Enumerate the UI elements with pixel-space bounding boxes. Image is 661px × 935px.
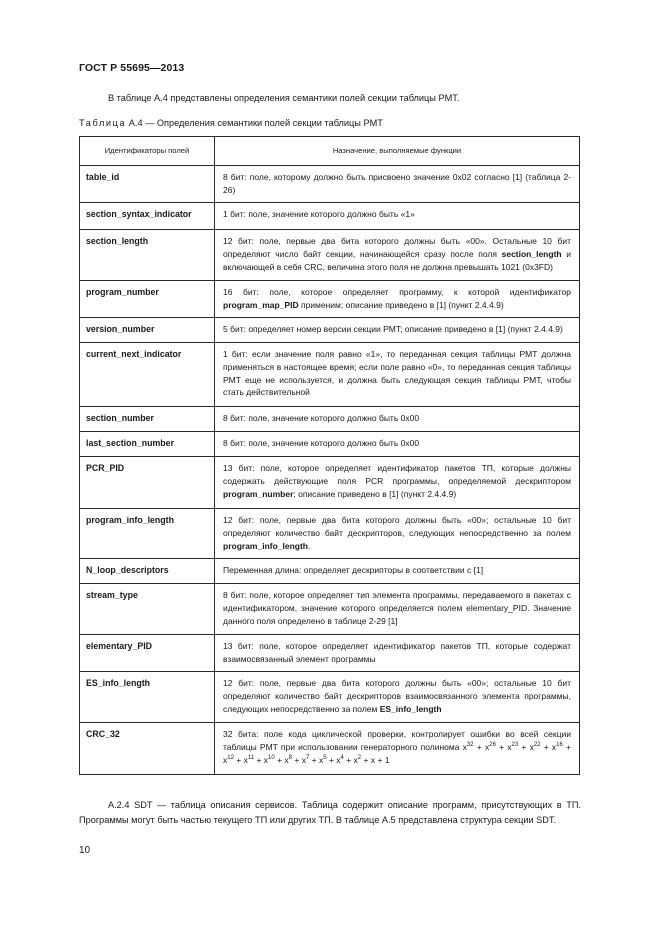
polynomial-exponent: 23 — [511, 741, 519, 748]
field-description: 1 бит: если значение поля равно «1», то переданная секция таблицы PMT должна применяться в настоящее время; если поле равно «0», то переданная секция таблицы PMT еще не используется, и должна быть следующая секция таблицы PMT, чтобы стать действительной — [215, 343, 580, 407]
field-name: program_number — [80, 281, 215, 318]
field-description: 8 бит: поле, которому должно быть присвоено значение 0x02 согласно [1] (таблица 2-26) — [215, 166, 580, 203]
table-row — [80, 672, 580, 723]
polynomial-exponent: 7 — [305, 754, 310, 761]
crc-polynomial: $x^{32} + x^{26} + x^{23} + x^{22} + x^{16} + x^{12} + x^{11} + x^{10} + x^8 + x^7 + x^5 + x^4 + x^2 + x + 1$ — [223, 741, 572, 765]
table-row — [80, 203, 580, 230]
intro-text: В таблице А.4 представлены определения семантики полей секции таблицы PMT. — [108, 93, 460, 103]
polynomial-term: $x^2$ — [353, 754, 362, 765]
desc-part: 13 бит: поле, которое определяет идентификатор пакетов ТП, которые должны содержать действующие поля PCR программы, определяемой дескриптором — [223, 463, 571, 486]
polynomial-term: $x^{11}$ — [243, 754, 255, 765]
table-row — [80, 635, 580, 672]
table-row — [80, 407, 580, 432]
section-paragraph: А.2.4 SDT — таблица описания сервисов. Таблица содержит описание программ, присутствующих в ТП. Программы могут быть частью текущего ТП или других ТП. В таблице А.5 представлена структура секции SDT. — [79, 800, 581, 825]
field-description — [215, 457, 580, 509]
polynomial-exponent: 26 — [489, 741, 496, 748]
table-row — [80, 723, 580, 775]
desc-part: . — [308, 540, 311, 551]
column-header-identifiers: Идентификаторы полей — [80, 137, 215, 166]
field-name: program_info_length — [80, 509, 215, 559]
desc-part: 12 бит: поле, первые два бита которого должны быть «00»; остальные 10 бит определяют количество байт дескрипторов взаимосвязанного элемента программы, следующих непосредственно за полем — [223, 678, 571, 714]
desc-field-ref: ES_info_length — [379, 703, 442, 714]
field-name: N_loop_descriptors — [80, 559, 215, 584]
column-header-purpose: Назначение, выполняемые функции — [215, 137, 580, 166]
table-row — [80, 230, 580, 281]
field-name: section_length — [80, 230, 215, 281]
table-row — [80, 318, 580, 343]
polynomial-exponent: 5 — [323, 754, 327, 761]
polynomial-exponent: 10 — [268, 754, 275, 761]
polynomial-term: $x^8$ — [284, 754, 293, 765]
table-row — [80, 457, 580, 509]
desc-part: и включающей в себя CRC, величина этого поля не должна превышать 1021 (0x3FD) — [223, 248, 571, 272]
polynomial-exponent: 22 — [533, 741, 541, 748]
semantics-table — [79, 136, 580, 775]
field-name: section_number — [80, 407, 215, 432]
table-row — [80, 584, 580, 635]
polynomial-term: $x^4$ — [336, 754, 344, 765]
polynomial-exponent: 4 — [340, 754, 344, 761]
field-name: elementary_PID — [80, 635, 215, 672]
polynomial-term: $x^{16}$ — [551, 741, 563, 752]
desc-part: 12 бит: поле, первые два бита которого должны быть «00». Остальные 10 бит определяют число байт секции, начинающейся сразу после поля — [223, 236, 571, 259]
desc-part: 16 бит: поле, которое определяет программу, к которой идентификатор — [223, 287, 571, 297]
polynomial-tail: x + 1 — [370, 754, 390, 765]
table-row — [80, 432, 580, 457]
field-description: 8 бит: поле, значение которого должно быть 0x00 — [215, 432, 580, 457]
table-row — [80, 281, 580, 318]
desc-field-ref: section_length — [501, 248, 562, 259]
desc-part: 12 бит: поле, первые два бита которого должны быть «00»; остальные 10 бит определяют количество байт дескрипторов, следующих непосредственно за полем — [223, 515, 571, 538]
document-header: ГОСТ Р 55695—2013 — [79, 62, 185, 74]
table-row — [80, 166, 580, 203]
field-description: 13 бит: поле, которое определяет идентификатор пакетов ТП, которые содержат взаимосвязанный элемент программы — [215, 635, 580, 672]
field-name: section_syntax_indicator — [80, 203, 215, 230]
caption-label: Таблица — [79, 118, 127, 128]
field-name: current_next_indicator — [80, 343, 215, 407]
field-description: 8 бит: поле, которое определяет тип элемента программы, передаваемого в пакетах с идентификатором, значение которого определяется полем elementary_PID. Значение данного поля определено в таблице 2-29 [1] — [215, 584, 580, 635]
field-name: CRC_32 — [80, 723, 215, 775]
field-description — [215, 230, 580, 281]
desc-field-ref: program_map_PID — [223, 299, 299, 310]
field-description: 1 бит: поле, значение которого должно быть «1» — [215, 203, 580, 230]
field-description: 5 бит: определяет номер версии секции PMT; описание приведено в [1] (пункт 2.4.4.9) — [215, 318, 580, 343]
polynomial-exponent: 11 — [247, 754, 255, 761]
desc-field-ref: program_number — [223, 488, 294, 499]
polynomial-term: $x^{22}$ — [529, 741, 541, 752]
polynomial-term: $x^5$ — [318, 754, 327, 765]
desc-part: 32 бита: поле кода циклической проверки, контролирует ошибки во всей секции таблицы PMT при использовании генераторного полинома — [223, 729, 571, 752]
polynomial-exponent: 12 — [227, 754, 234, 761]
field-name: ES_info_length — [80, 672, 215, 723]
polynomial-term: $x^7$ — [301, 754, 310, 765]
table-row — [80, 343, 580, 407]
table-header-row — [80, 137, 580, 166]
field-name: last_section_number — [80, 432, 215, 457]
polynomial-exponent: 32 — [466, 741, 474, 748]
field-description — [215, 509, 580, 559]
desc-field-ref: program_info_length — [223, 540, 309, 551]
field-name: table_id — [80, 166, 215, 203]
polynomial-term: $x^{23}$ — [507, 741, 519, 752]
desc-part: ; описание приведено в [1] (пункт 2.4.4.9) — [293, 488, 457, 499]
field-name: version_number — [80, 318, 215, 343]
polynomial-term: $x^{10}$ — [263, 754, 275, 765]
caption-number: А.4 — [128, 118, 143, 128]
table-caption — [79, 118, 383, 128]
polynomial-exponent: 16 — [556, 741, 563, 748]
field-description — [215, 723, 580, 775]
field-name: stream_type — [80, 584, 215, 635]
polynomial-exponent: 8 — [288, 754, 293, 761]
field-description — [215, 281, 580, 318]
polynomial-term: $x^{26}$ — [484, 741, 496, 752]
caption-title: — Определения семантики полей секции таблицы PMT — [145, 118, 383, 128]
page-number: 10 — [79, 845, 91, 856]
table-row — [80, 509, 580, 559]
field-description: 8 бит: поле, значение которого должно быть 0x00 — [215, 407, 580, 432]
table-row — [80, 559, 580, 584]
polynomial-term: $x^{12}$ — [223, 754, 234, 765]
desc-part: применим; описание приведено в [1] (пункт 2.4.4.9) — [298, 299, 504, 310]
field-description — [215, 672, 580, 723]
polynomial-term: $x^{32}$ — [462, 741, 474, 752]
field-name: PCR_PID — [80, 457, 215, 509]
polynomial-exponent: 2 — [357, 754, 362, 761]
field-description: Переменная длина: определяет дескрипторы в соответствии с [1] — [215, 559, 580, 584]
